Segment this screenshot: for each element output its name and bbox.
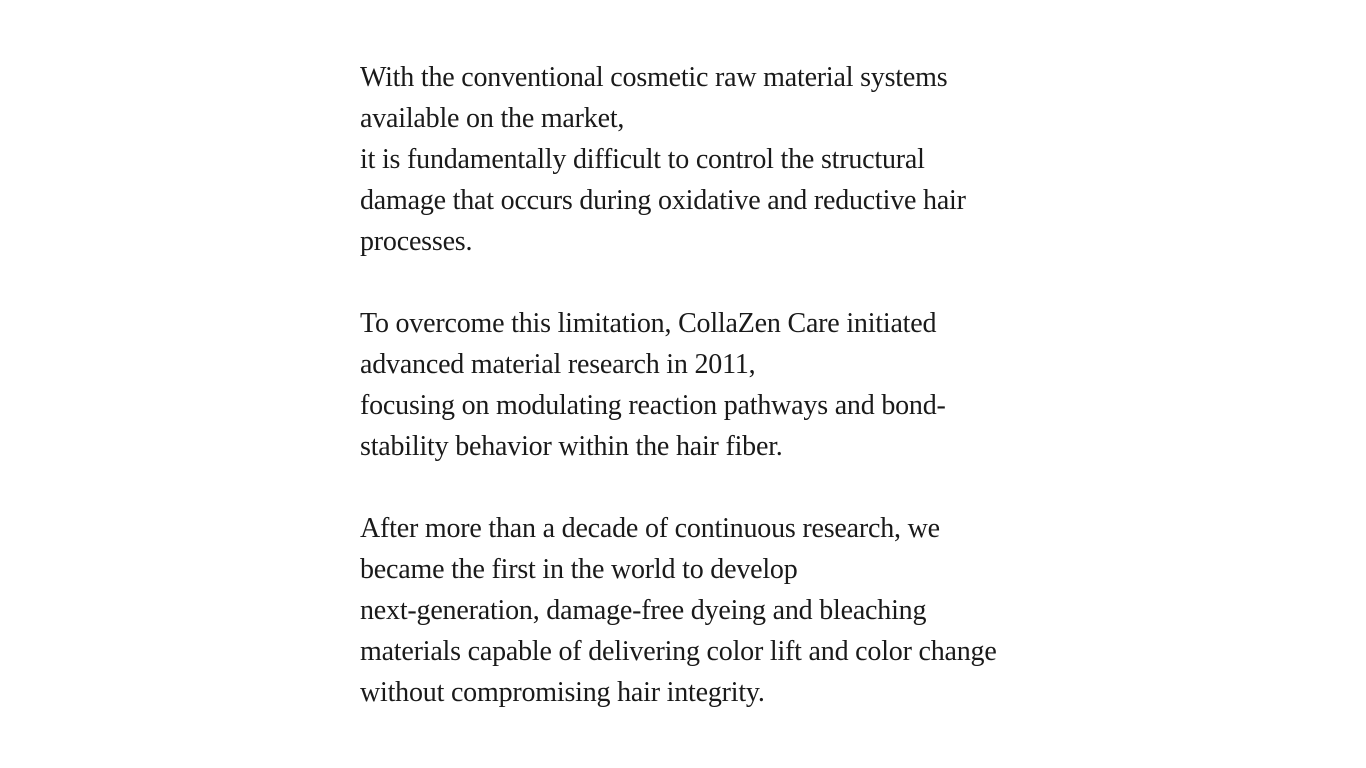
paragraph-conventional-systems [360,57,1010,262]
text-section [360,57,1010,713]
paragraph-line: After more than a decade of continuous research, we became the first in the world to develop [360,513,940,585]
paragraph-line: next-generation, damage-free dyeing and bleaching materials capable of delivering color lift and color change without compromising hair integrity. [360,595,997,708]
paragraph-line: With the conventional cosmetic raw material systems available on the market, [360,62,948,134]
paragraph-research-outcome [360,508,1010,713]
paragraph-line: it is fundamentally difficult to control the structural damage that occurs during oxidative and reductive hair processes. [360,144,966,257]
paragraph-line: To overcome this limitation, CollaZen Care initiated advanced material research in 2011, [360,308,937,380]
paragraph-research-initiation [360,303,1010,467]
paragraph-line: focusing on modulating reaction pathways and bond-stability behavior within the hair fiber. [360,390,946,462]
